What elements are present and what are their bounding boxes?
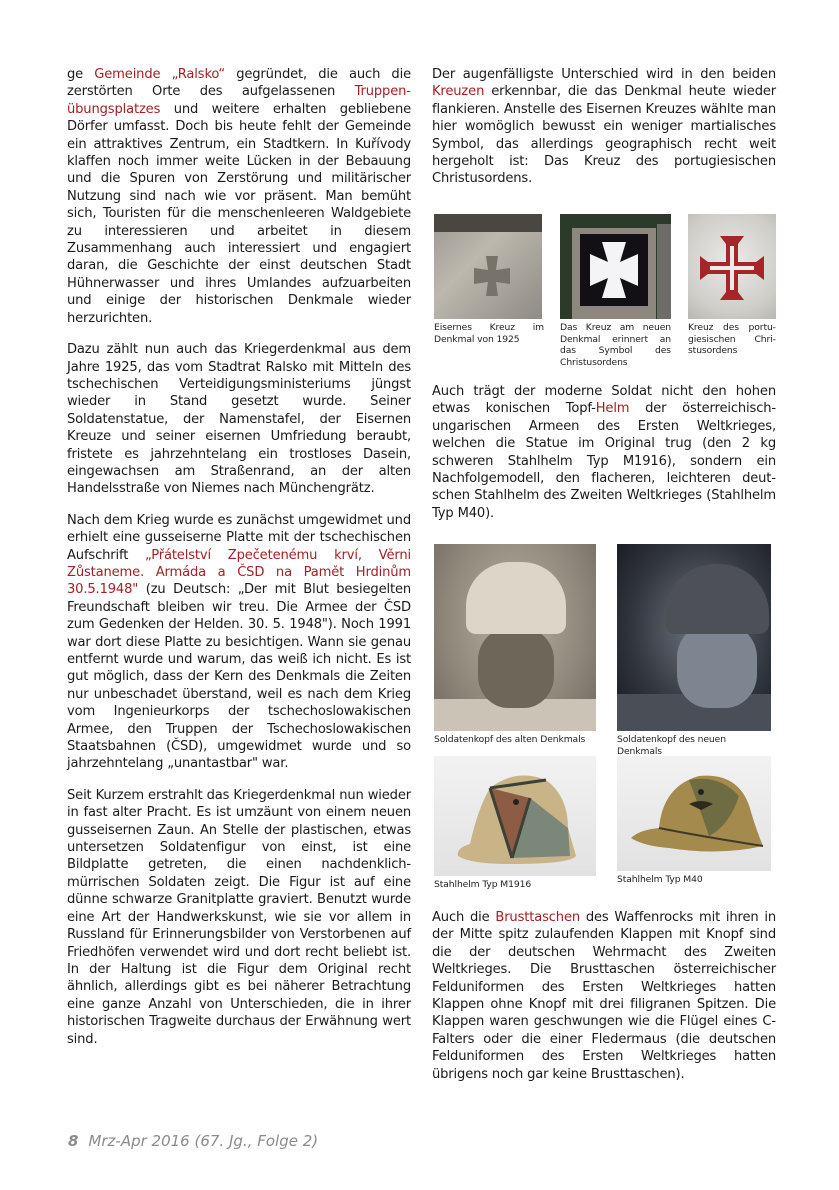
figure-helmet-m40 — [617, 756, 771, 886]
czech-inscription-quote: „Přátelství Zpečetenému krví, Věrni Zůstaneme. Armáda a ČSD na Pamět Hrdinům 30.5.1948" — [67, 547, 411, 598]
caption: Soldatenkopf des alten Denkmals — [434, 734, 586, 745]
caption: Stahlhelm Typ M1916 — [434, 879, 532, 890]
helmet-m1916-icon — [450, 768, 580, 868]
helmet-m40-icon — [629, 766, 769, 856]
figure-old-soldier-head — [434, 544, 596, 746]
figure-order-of-christ-cross — [688, 214, 776, 357]
iron-cross-1925-photo — [434, 214, 542, 319]
caption: Soldatenkopf des neuen Denkmals — [617, 734, 726, 757]
figure-new-soldier-head — [617, 544, 771, 757]
paragraph-neue-pracht: Seit Kurzem erstrahlt das Kriegerdenkmal nun wieder in fast alter Pracht. Es ist umzäunt von einem neuen gusseisernen Zaun. An Stelle der plastischen, etwas untersetzen Soldatenfigur von einst, ist eine Bildplatte getreten, die einen nachdenklich-mürrischen Soldaten zeigt. Die Figur ist auf eine dünne schwarze Granitplatte graviert. Benutzt wurde eine Art der Handwerkskunst, wie sie vor allem in Russland für Erinnerungsbilder von Verstorbenen auf Friedhöfen verwendet wird und dort recht beliebt ist. In der Haltung ist die Figur dem Original recht ähnlich, allerdings gibt es bei näherer Betrachtung eine ganze Anzahl von Unterschieden, die in ihrer historischen Tragweite durchaus der Erwähnung wert sind. — [67, 787, 411, 1047]
paragraph-helm: Auch trägt der moderne Soldat nicht den hohen etwas konischen Topf-Helm der österreichisch-ungarischen Armeen des Ersten Weltkrieges, welchen die Statue im Original trug (den 2 kg schweren Stahlhelm Typ M1916), sondern ein Nachfolgemodell, den flacheren, leichteren deutschen Stahlhelm des Zweiten Weltkrieges (Stahlhelm Typ M40). — [432, 384, 776, 521]
right-column-helm — [432, 383, 776, 536]
right-column-intro — [432, 66, 776, 202]
caption: Kreuz des portugiesischen Christusordens — [688, 322, 776, 356]
figure-new-memorial-cross — [560, 214, 671, 368]
new-soldier-head-photo — [617, 544, 771, 731]
paragraph-brusttaschen: Auch die Brusttaschen des Waffenrocks mit ihren in der Mitte spitz zulaufenden Klappen mit Knopf sind die der deutschen Wehrmacht des Zweiten Weltkrieges. Die Brusttaschen österreichischer Felduniformen des Ersten Weltkrieges hatten Klappen ohne Knopf mit drei filigranen Spitzen. Die Klappen waren geschwungen wie die Flügel eines C-Falters oder die einer Fledermaus (die deutschen Felduniformen des Ersten Weltkrieges hatten übrigens noch gar keine Brusttaschen). — [432, 910, 776, 1082]
white-cross-icon — [590, 242, 638, 298]
caption: Eisernes Kreuz im Denkmal von 1925 — [434, 322, 544, 345]
link-helm[interactable]: Helm — [595, 401, 630, 417]
page-number: 8 — [68, 1132, 79, 1150]
order-of-christ-cross — [688, 214, 776, 319]
new-memorial-cross-photo — [560, 214, 671, 319]
right-column-brusttaschen — [432, 909, 776, 1097]
old-soldier-head-photo — [434, 544, 596, 731]
link-kreuzen[interactable]: Kreuzen — [432, 84, 485, 100]
paragraph-kriegerdenkmal: Dazu zählt nun auch das Kriegerdenkmal aus dem Jahre 1925, das vom Stadtrat Ralsko mit Mitteln des tschechischen Verteidigungsministeriums jüngst wieder in Stand gesetzt wurde. Seiner Soldatenstatue, der Namenstafel, der Eisernen Kreuze und seiner eisernen Umfriedung beraubt, fristete es jahrzehntelang ein trostloses Dasein, eingewachsen am Straßenrand, an der alten Handelsstraße von Niemes nach Münchengrätz. — [67, 342, 411, 497]
link-gemeinde-ralsko[interactable]: Gemeinde „Ralsko“ — [94, 67, 225, 82]
helmet-m40-photo — [617, 756, 771, 871]
paragraph-ralsko: ge Gemeinde „Ralsko“ gegründet, die auch die zerstörten Orte des aufgelassenen Truppenübungsplatzes und weitere erhalten gebliebene Dörfer umfasst. Doch bis heute fehlt der Gemeinde ein attraktives Zentrum, ein Stadtkern. In Kuřívody klaffen noch immer weite Lücken in der Bebauung und die Spuren von Zerstörung und militärischer Nutzung sind nach wie vor präsent. Man bemüht sich, Touristen für die menschenleeren Waldgebiete zu interessieren und arbeitet in diesem Zusammenhang auch interessiert und engagiert daran, die Geschichte der einst deutschen Stadt Hühnerwasser und ihres Umlandes aufzuarbeiten und einige der historischen Denkmale wieder herzurichten. — [67, 67, 411, 326]
page-footer — [68, 1132, 318, 1150]
left-column — [67, 66, 411, 1062]
helmet-m1916-photo — [434, 756, 596, 876]
figure-helmet-m1916 — [434, 756, 596, 891]
order-of-christ-cross-icon — [700, 236, 764, 300]
figure-iron-cross-1925 — [434, 214, 544, 345]
link-truppenuebungsplatz[interactable]: Truppenübungsplatzes — [67, 84, 411, 117]
paragraph-kreuze: Der augenfälligste Unterschied wird in den beiden Kreuzen erkennbar, die das Denkmal heute wieder flankieren. Anstelle des Eisernen Kreuzes wählte man hier womöglich bewusst ein weniger martialisches Symbol, das allerdings geographisch recht weit hergeholt ist: Das Kreuz des portugiesischen Christusordens. — [432, 67, 776, 187]
paragraph-umgewidmet: Nach dem Krieg wurde es zunächst umgewidmet und erhielt eine gusseiserne Platte mit der tschechischen Aufschrift „Přátelství Zpečetenému krví, Věrni Zůstaneme. Armáda a ČSD na Pamět Hrdinům 30.5.1948" (zu Deutsch: „Der mit Blut besiegelten Freundschaft bleiben wir treu. Die Armee der ČSD zum Gedenken der Helden. 30. 5. 1948"). Noch 1991 war dort diese Platte zu besichtigen. Wann sie genau entfernt wurde und warum, das weiß ich nicht. Es ist gut möglich, dass der Kern des Denkmals die Zeiten nur unbeschadet überstand, weil es nach dem Krieg vom Ingenieurkorps der tschechoslowakischen Armee, den Truppen der Tschechoslowakischen Staatsbahnen (ČSD), umgewidmet wurde und so jahrzehntelang „unantastbar" war. — [67, 512, 411, 772]
caption: Das Kreuz am neuen Denkmal erinnert an das Symbol des Christusordens — [560, 322, 671, 368]
caption: Stahlhelm Typ M40 — [617, 874, 703, 885]
iron-cross-icon — [470, 254, 514, 298]
issue-info: Mrz-Apr 2016 (67. Jg., Folge 2) — [88, 1132, 319, 1150]
link-brusttaschen[interactable]: Brusttaschen — [495, 910, 581, 925]
